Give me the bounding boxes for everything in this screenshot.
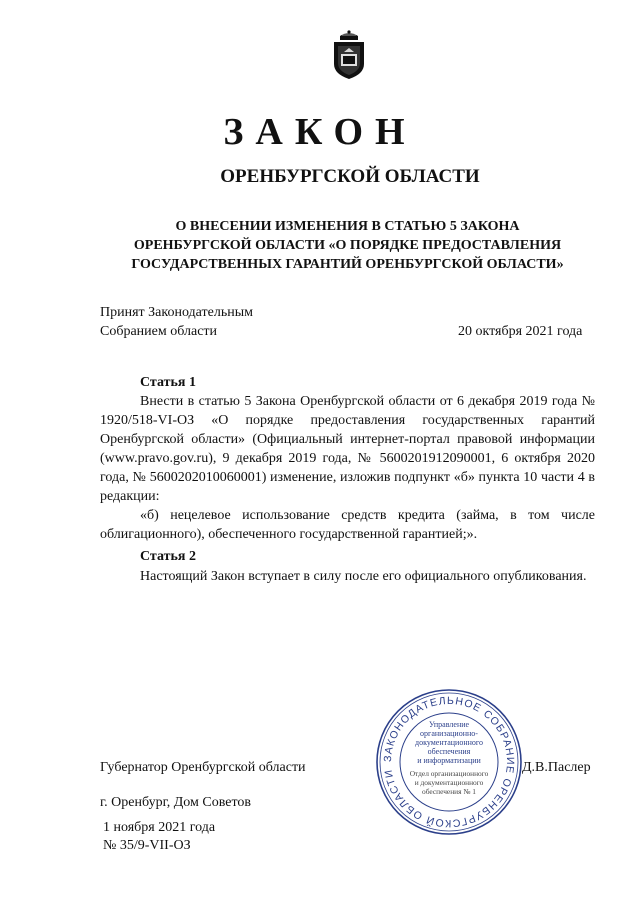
article-1-body: [100, 392, 595, 544]
subject-line: ОРЕНБУРГСКОЙ ОБЛАСТИ «О ПОРЯДКЕ ПРЕДОСТАВЛЕНИЯ: [133, 238, 562, 253]
seal-center-line: и информатизации: [417, 756, 481, 765]
seal-center-line: организационно-: [420, 729, 478, 738]
official-seal: [374, 687, 524, 837]
article-1-title: Статья 1: [140, 375, 196, 390]
law-number: № 35/9-VII-ОЗ: [103, 838, 191, 853]
signing-place: г. Оренбург, Дом Советов: [100, 795, 251, 810]
region-title: ОРЕНБУРГСКОЙ ОБЛАСТИ: [220, 166, 480, 187]
subject-line: О ВНЕСЕНИИ ИЗМЕНЕНИЯ В СТАТЬЮ 5 ЗАКОНА: [175, 219, 520, 234]
article-paragraph: Настоящий Закон вступает в силу после его официального опубликования.: [140, 569, 587, 584]
law-subject: [95, 217, 600, 274]
adoption-line: Собранием области: [100, 324, 218, 339]
article-paragraph: «б) нецелевое использование средств кредита (займа, в том числе облигационного), обеспеченного государственной гарантией;».: [100, 508, 595, 542]
coat-of-arms-icon: [330, 30, 368, 80]
seal-dept-line: Отдел организационного: [409, 769, 489, 778]
adoption-info: [100, 303, 253, 341]
adoption-line: Принят Законодательным: [100, 305, 253, 320]
seal-ring-text: ЗАКОНОДАТЕЛЬНОЕ СОБРАНИЕ ОРЕНБУРГСКОЙ ОБЛАСТИ: [381, 694, 517, 830]
document-title: ЗАКОН: [223, 111, 417, 153]
signing-date: 1 ноября 2021 года: [103, 820, 216, 835]
signatory-name: Д.В.Паслер: [522, 760, 591, 775]
adoption-date: 20 октября 2021 года: [458, 324, 583, 339]
seal-center-line: обеспечения: [427, 747, 471, 756]
seal-dept-line: обеспечения № 1: [422, 787, 476, 796]
article-2-title: Статья 2: [140, 549, 196, 564]
article-paragraph: Внести в статью 5 Закона Оренбургской области от 6 декабря 2019 года № 1920/518-VI-ОЗ «О порядке предоставления государственных гарантий Оренбургской области» (Официальный интернет-портал правовой информации (www.pravo.gov.ru), 9 декабря 2019 года, № 5600201912090001, 6 октября 2020 года, № 5600202010060001) изменение, изложив подпункт «б» пункта 10 части 4 в редакции:: [100, 394, 595, 504]
seal-dept-line: и документационного: [414, 778, 484, 787]
subject-line: ГОСУДАРСТВЕННЫХ ГАРАНТИЙ ОРЕНБУРГСКОЙ ОБЛАСТИ»: [131, 257, 564, 272]
seal-center-line: документационного: [415, 738, 483, 747]
article-2-body: [100, 567, 595, 586]
seal-center-line: Управление: [428, 720, 470, 729]
signatory-position: Губернатор Оренбургской области: [100, 760, 306, 775]
